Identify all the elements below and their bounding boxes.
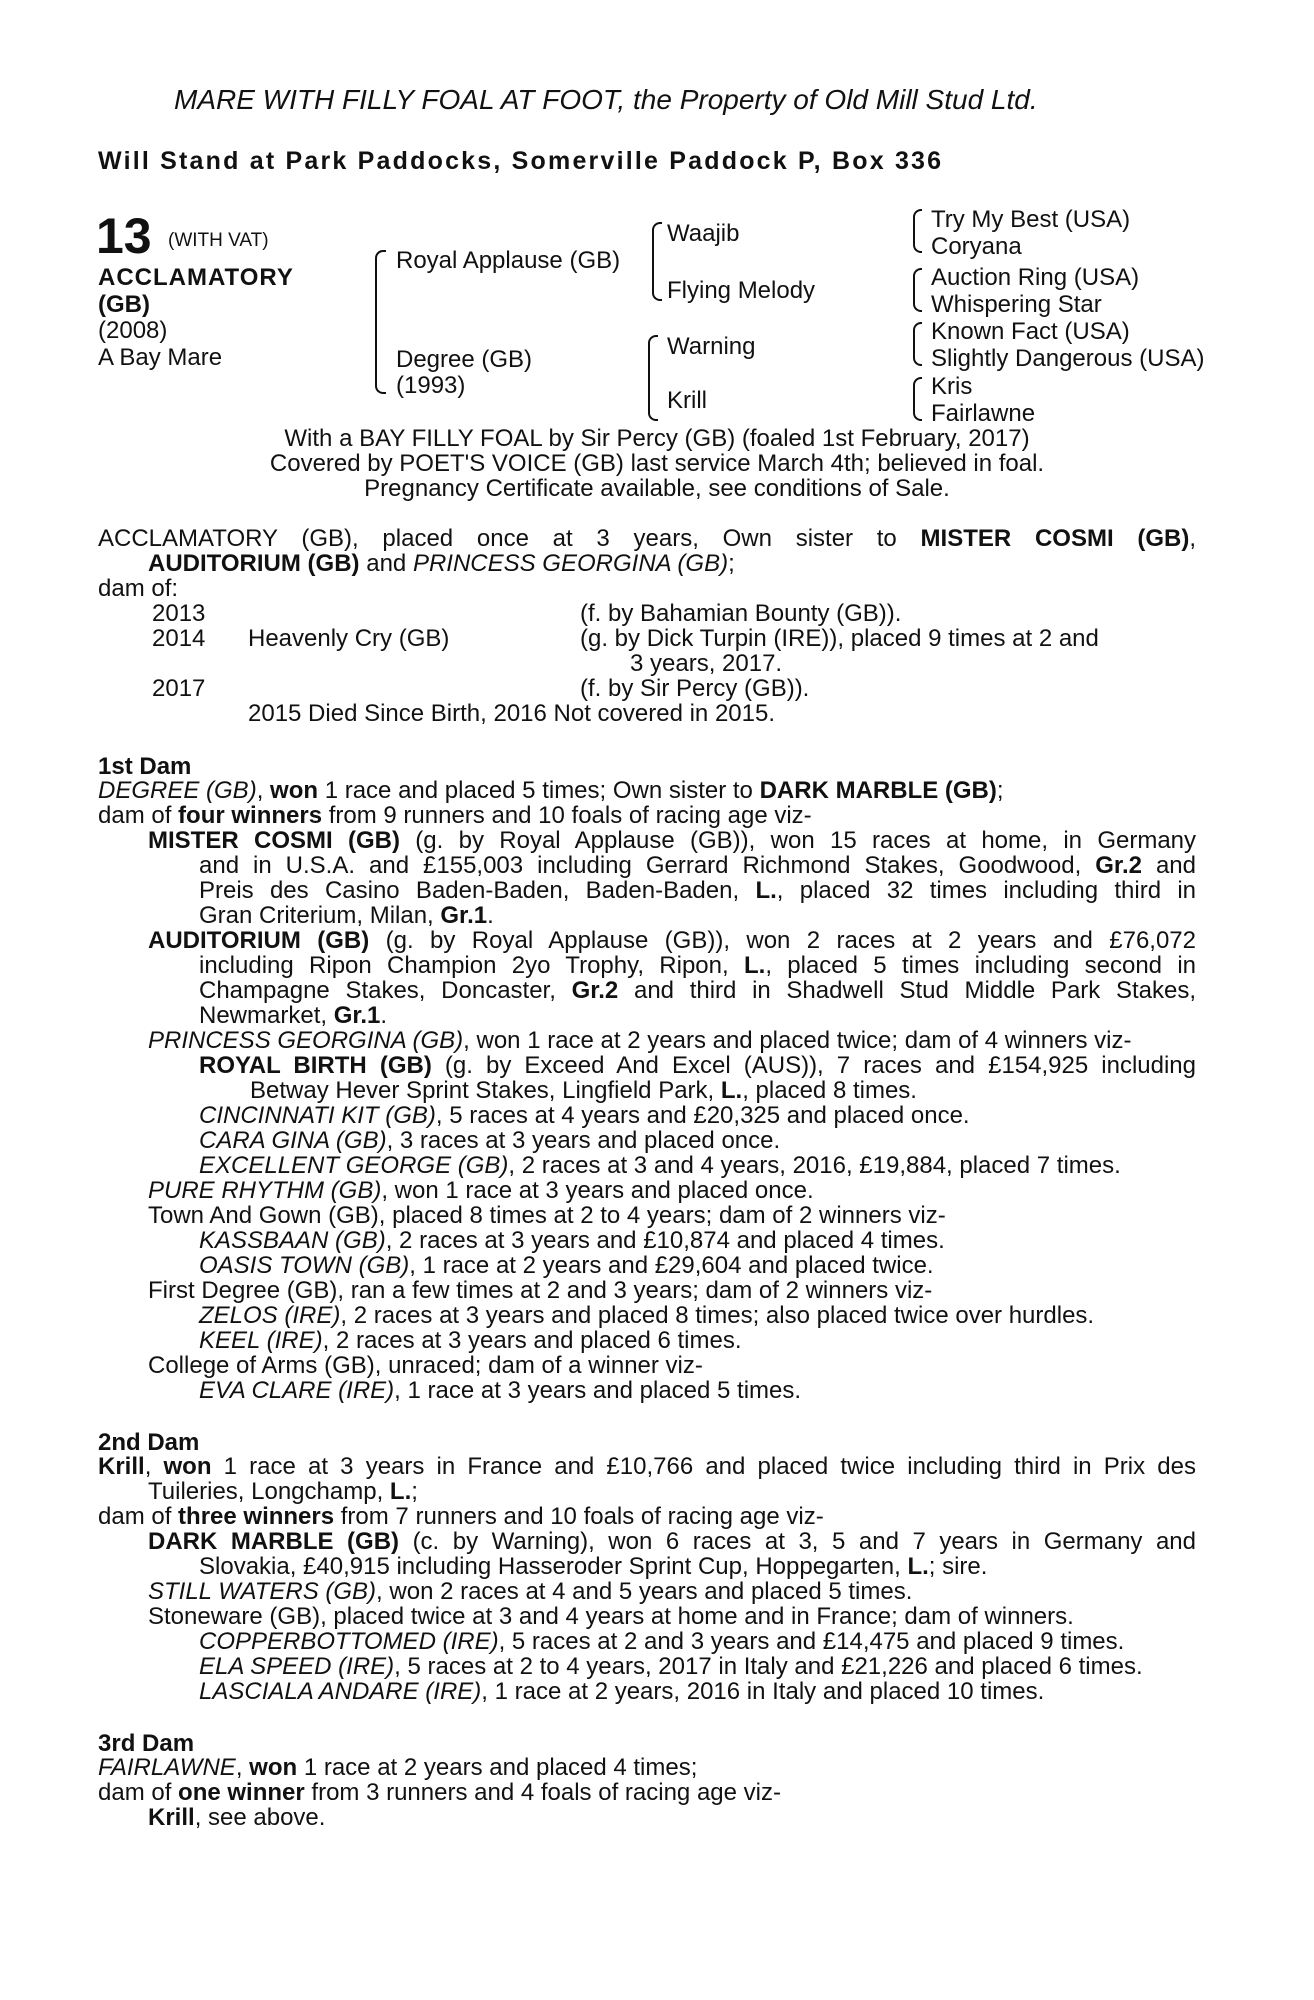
dam1-line: First Degree (GB), ran a few times at 2 and 3 years; dam of 2 winners viz- (148, 1277, 933, 1304)
dam1-line: and in U.S.A. and £155,003 including Gerrard Richmond Stakes, Goodwood, Gr.2 and (199, 852, 1196, 879)
dam2-line: Slovakia, £40,915 including Hasseroder Sprint Cup, Hoppegarten, L.; sire. (199, 1553, 988, 1580)
produce-died-note: 2015 Died Since Birth, 2016 Not covered in 2015. (248, 700, 776, 727)
pedigree-sire: Royal Applause (GB) (396, 247, 621, 274)
section-heading-3rd-dam: 3rd Dam (98, 1730, 195, 1757)
dam1-line: College of Arms (GB), unraced; dam of a winner viz- (148, 1352, 703, 1379)
dam2-line: LASCIALA ANDARE (IRE), 1 race at 2 years, 2016 in Italy and placed 10 times. (199, 1678, 1045, 1705)
dam1-line: Town And Gown (GB), placed 8 times at 2 to 4 years; dam of 2 winners viz- (148, 1202, 946, 1229)
dam2-line: COPPERBOTTOMED (IRE), 5 races at 2 and 3 years and £14,475 and placed 9 times. (199, 1628, 1125, 1655)
pedigree-bracket-sire (652, 222, 662, 301)
pedigree-bracket-sire-dam (375, 250, 386, 394)
dam2-line: STILL WATERS (GB), won 2 races at 4 and 5 years and placed 5 times. (148, 1578, 913, 1605)
dam1-line: Gran Criterium, Milan, Gr.1. (199, 902, 494, 929)
pedigree-bracket-dd (913, 377, 922, 421)
dam1-line: PRINCESS GEORGINA (GB), won 1 race at 2 years and placed twice; dam of 4 winners viz- (148, 1027, 1132, 1054)
produce-note: 3 years, 2017. (630, 650, 783, 677)
dam1-line: KASSBAAN (GB), 2 races at 3 years and £10,874 and placed 4 times. (199, 1227, 945, 1254)
dam3-line: dam of one winner from 3 runners and 4 foals of racing age viz- (98, 1779, 781, 1806)
dam1-line: KEEL (IRE), 2 races at 3 years and placed 6 times. (199, 1327, 742, 1354)
produce-note: (g. by Dick Turpin (IRE)), placed 9 times at 2 and (580, 625, 1099, 652)
covered-note: Covered by POET'S VOICE (GB) last service March 4th; believed in foal. (269, 450, 1045, 477)
pedigree-dsd: Slightly Dangerous (USA) (931, 345, 1205, 372)
lot-number: 13 (96, 208, 152, 264)
lot-description: A Bay Mare (98, 344, 223, 371)
dam3-line: FAIRLAWNE, won 1 race at 2 years and placed 4 times; (98, 1754, 698, 1781)
pedigree-dds: Kris (931, 373, 973, 400)
dam3-line: Krill, see above. (148, 1804, 326, 1831)
dam2-line: ELA SPEED (IRE), 5 races at 2 to 4 years, 2017 in Italy and £21,226 and placed 6 times. (199, 1653, 1143, 1680)
lot-year: (2008) (98, 317, 168, 344)
section-heading-1st-dam: 1st Dam (98, 753, 192, 780)
dam1-line: MISTER COSMI (GB) (g. by Royal Applause (GB)), won 15 races at home, in Germany (148, 827, 1197, 854)
pedigree-sss: Try My Best (USA) (931, 206, 1131, 233)
pedigree-bracket-ds (913, 322, 922, 366)
dam1-line: ROYAL BIRTH (GB) (g. by Exceed And Excel (AUS)), 7 races and £154,925 including (199, 1052, 1197, 1079)
produce-name: Heavenly Cry (GB) (248, 625, 450, 652)
dam1-line: Champagne Stakes, Doncaster, Gr.2 and third in Shadwell Stud Middle Park Stakes, (199, 977, 1197, 1004)
pedigree-ddd: Fairlawne (931, 400, 1036, 427)
produce-year: 2013 (152, 600, 206, 627)
dam1-line: CARA GINA (GB), 3 races at 3 years and placed once. (199, 1127, 781, 1154)
pedigree-sds: Auction Ring (USA) (931, 264, 1140, 291)
lot-name: ACCLAMATORY (98, 264, 294, 291)
dam1-line: OASIS TOWN (GB), 1 race at 2 years and £29,604 and placed twice. (199, 1252, 934, 1279)
pedigree-bracket-dam (648, 335, 658, 421)
pedigree-ssd: Coryana (931, 233, 1022, 260)
pedigree-dam-sire: Warning (667, 333, 756, 360)
dam1-line: Betway Hever Sprint Stakes, Lingfield Park, L., placed 8 times. (250, 1077, 917, 1104)
pedigree-sdd: Whispering Star (931, 291, 1102, 318)
pedigree-dam-year: (1993) (396, 372, 466, 399)
dam1-line: DEGREE (GB), won 1 race and placed 5 times; Own sister to DARK MARBLE (GB); (98, 777, 1004, 804)
dam1-line: CINCINNATI KIT (GB), 5 races at 4 years and £20,325 and placed once. (199, 1102, 970, 1129)
dam1-line: EVA CLARE (IRE), 1 race at 3 years and placed 5 times. (199, 1377, 802, 1404)
dam2-line: Krill, won 1 race at 3 years in France and £10,766 and placed twice including third in Prix des (98, 1453, 1196, 1480)
dam1-line: dam of four winners from 9 runners and 10 foals of racing age viz- (98, 802, 812, 829)
produce-year: 2014 (152, 625, 206, 652)
stand-location: Will Stand at Park Paddocks, Somerville Paddock P, Box 336 (98, 147, 944, 175)
dam2-line: dam of three winners from 7 runners and 10 foals of racing age viz- (98, 1503, 824, 1530)
pedigree-sire-sire: Waajib (667, 220, 740, 247)
dam2-line: DARK MARBLE (GB) (c. by Warning), won 6 races at 3, 5 and 7 years in Germany and (148, 1528, 1197, 1555)
produce-year: 2017 (152, 675, 206, 702)
dam2-line: Tuileries, Longchamp, L.; (148, 1478, 418, 1505)
dam1-line: AUDITORIUM (GB) (g. by Royal Applause (GB)), won 2 races at 2 years and £76,072 (148, 927, 1196, 954)
intro-dam-of: dam of: (98, 575, 179, 602)
dam2-line: Stoneware (GB), placed twice at 3 and 4 years at home and in France; dam of winners. (148, 1603, 1074, 1630)
dam1-line: PURE RHYTHM (GB), won 1 race at 3 years and placed once. (148, 1177, 814, 1204)
pedigree-dam: Degree (GB) (396, 346, 533, 373)
produce-note: (f. by Bahamian Bounty (GB)). (580, 600, 902, 627)
pedigree-sire-dam: Flying Melody (667, 277, 816, 304)
pedigree-bracket-sd (913, 268, 922, 312)
page-title: MARE WITH FILLY FOAL AT FOOT, the Property of Old Mill Stud Ltd. (174, 84, 1038, 115)
section-heading-2nd-dam: 2nd Dam (98, 1429, 200, 1456)
vat-label: (WITH VAT) (168, 230, 269, 251)
lot-name-suffix: (GB) (98, 291, 150, 318)
produce-note: (f. by Sir Percy (GB)). (580, 675, 810, 702)
dam1-line: ZELOS (IRE), 2 races at 3 years and placed 8 times; also placed twice over hurdles. (199, 1302, 1095, 1329)
foal-note: With a BAY FILLY FOAL by Sir Percy (GB) (foaled 1st February, 2017) (284, 425, 1030, 452)
certificate-note: Pregnancy Certificate available, see conditions of Sale. (364, 475, 950, 502)
intro-line-2: AUDITORIUM (GB) and PRINCESS GEORGINA (GB); (148, 550, 735, 577)
dam1-line: Newmarket, Gr.1. (199, 1002, 388, 1029)
intro-line-1: ACCLAMATORY (GB), placed once at 3 years, Own sister to MISTER COSMI (GB), (98, 525, 1197, 552)
pedigree-dss: Known Fact (USA) (931, 318, 1130, 345)
dam1-line: including Ripon Champion 2yo Trophy, Ripon, L., placed 5 times including second in (199, 952, 1196, 979)
dam1-line: EXCELLENT GEORGE (GB), 2 races at 3 and 4 years, 2016, £19,884, placed 7 times. (199, 1152, 1121, 1179)
dam1-line: Preis des Casino Baden-Baden, Baden-Baden, L., placed 32 times including third in (199, 877, 1196, 904)
pedigree-bracket-ss (913, 209, 922, 253)
pedigree-dam-dam: Krill (667, 387, 707, 414)
